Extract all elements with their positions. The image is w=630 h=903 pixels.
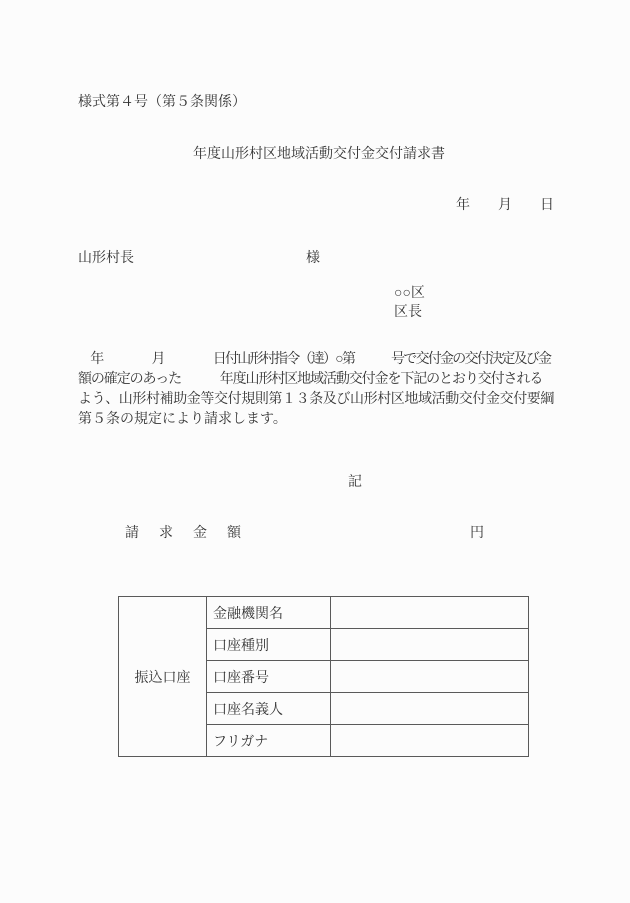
furigana-value-cell[interactable] — [331, 725, 529, 757]
body-line: 額の確定のあった 年度山形村区地域活動交付金を下記のとおり交付される — [78, 372, 543, 387]
sender-title: 区長 — [394, 305, 422, 320]
table-row — [119, 597, 529, 629]
addressee-name: 山形村長 — [78, 251, 134, 266]
form-number: 様式第４号（第５条関係） — [78, 95, 246, 110]
furigana-label-cell: フリガナ — [207, 725, 331, 757]
account-holder-value-cell[interactable] — [331, 693, 529, 725]
document-title: 年度山形村区地域活動交付金交付請求書 — [193, 147, 445, 162]
body-line: 第５条の規定により請求します。 — [78, 412, 287, 427]
account-number-label-cell: 口座番号 — [207, 661, 331, 693]
financial-institution-label-cell: 金融機関名 — [207, 597, 331, 629]
financial-institution-value-cell[interactable] — [331, 597, 529, 629]
account-type-value-cell[interactable] — [331, 629, 529, 661]
body-line: 年 月 日付山形村指令（達）○第 号で交付金の交付決定及び金 — [78, 352, 551, 367]
claim-amount-label: 請求金額 — [125, 526, 261, 541]
yen-unit-label: 円 — [470, 526, 484, 541]
addressee-honorific: 様 — [306, 251, 320, 266]
account-number-value-cell[interactable] — [331, 661, 529, 693]
sender-district: ○○区 — [394, 286, 425, 301]
body-paragraph — [78, 350, 554, 430]
bank-account-table — [118, 596, 529, 757]
account-type-label-cell: 口座種別 — [207, 629, 331, 661]
transfer-account-header-cell: 振込口座 — [119, 597, 207, 757]
ki-section-label: 記 — [348, 475, 362, 490]
body-line: よう、山形村補助金等交付規則第１３条及び山形村区地域活動交付金交付要綱 — [78, 392, 554, 407]
account-holder-label-cell: 口座名義人 — [207, 693, 331, 725]
date-blank-line: 年 月 日 — [456, 198, 554, 213]
